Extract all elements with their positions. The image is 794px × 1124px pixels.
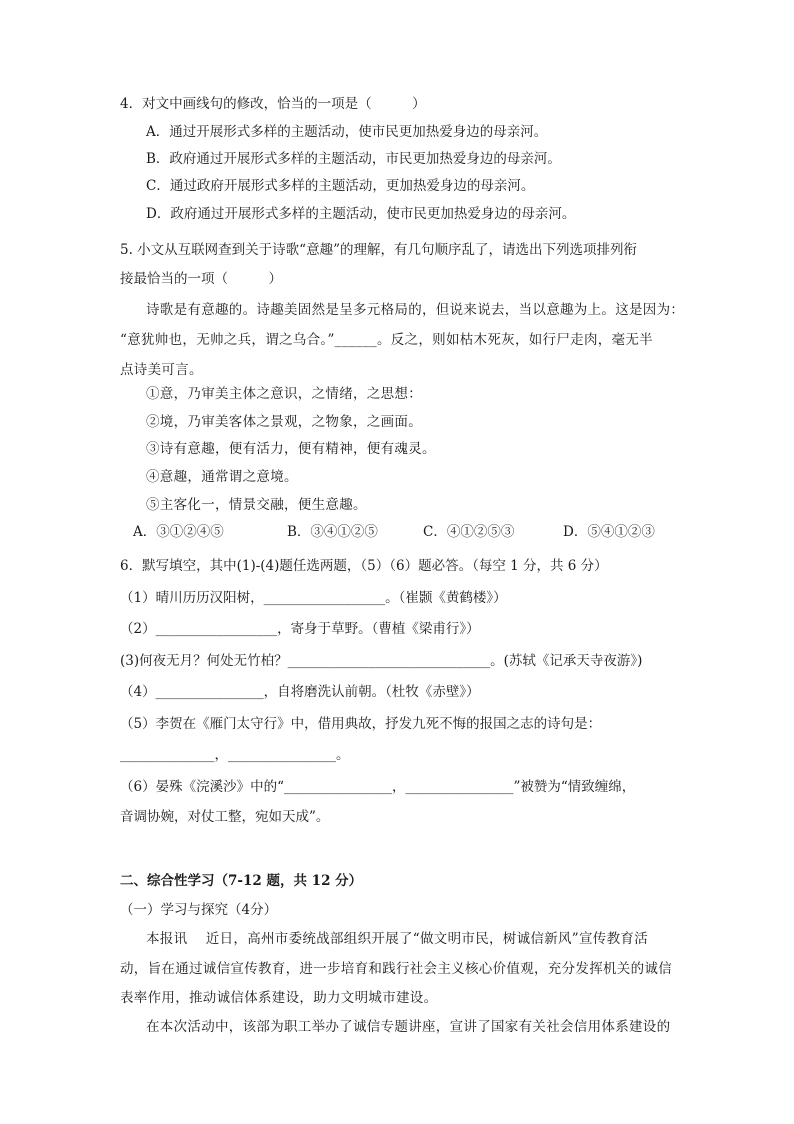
- section2-subheading: （一）学习与探究（4分）: [120, 902, 278, 918]
- q5-choice-d: D．⑤④①②③: [563, 524, 655, 540]
- q5-passage-line1: 诗歌是有意趣的。诗趣美固然是呈多元格局的，但说来说去，当以意趣为上。这是因为：: [146, 302, 685, 318]
- q5-choice-a: A．③①②④⑤: [133, 524, 224, 540]
- section2-para-line3: 表率作用，推动诚信体系建设，助力文明城市建设。: [120, 990, 438, 1006]
- section2-para-line1: 本报讯 近日，高州市委统战部组织开展了“做文明市民，树诚信新风”宣传教育活: [146, 931, 648, 947]
- q6-line-7: （6）晏殊《浣溪沙》中的“________________，________________”被赞为“情致缠绵，: [120, 779, 636, 795]
- q5-item-2: ②境，乃审美客体之景观，之物象，之画面。: [146, 414, 422, 430]
- q6-line-2: （2）__________________，寄身于草野。（曹植《梁甫行》）: [120, 621, 480, 637]
- section2-heading: 二、综合性学习（7-12 题，共 12 分）: [120, 873, 363, 889]
- q5-item-5: ⑤主客化一，情景交融，便生意趣。: [146, 497, 367, 513]
- q6-line-1: （1）晴川历历汉阳树，__________________。（崔颢《黄鹤楼》）: [120, 590, 507, 606]
- q6-stem: 6．默写填空，其中(1)-(4)题任选两题，（5）（6）题必答。（每空 1 分，共 6 分）: [120, 558, 608, 574]
- q5-stem-line1: 5. 小文从互联网查到关于诗歌“意趣”的理解，有几句顺序乱了，请选出下列选项排列衔: [120, 242, 637, 258]
- section2-para-line2: 动，旨在通过诚信宣传教育，进一步培育和践行社会主义核心价值观，充分发挥机关的诚信: [120, 961, 672, 977]
- q4-stem: 4．对文中画线句的修改，恰当的一项是（ ）: [120, 96, 426, 112]
- q5-passage-line2: “意犹帅也，无帅之兵，谓之乌合。”______。反之，则如枯木死灰，如行尸走肉，毫无半: [120, 332, 653, 348]
- q5-choice-b: B．③④①②⑤: [287, 524, 378, 540]
- q4-option-a: A．通过开展形式多样的主题活动，使市民更加热爱身边的母亲河。: [146, 124, 548, 140]
- q4-option-d: D．政府通过开展形式多样的主题活动，使市民更加热爱身边的母亲河。: [146, 206, 576, 222]
- q4-option-b: B．政府通过开展形式多样的主题活动，市民更加热爱身边的母亲河。: [146, 151, 561, 167]
- q5-item-4: ④意趣，通常谓之意境。: [146, 469, 298, 485]
- q6-line-8: 音调协婉，对仗工整，宛如天成”。: [120, 809, 330, 825]
- q5-passage-line3: 点诗美可言。: [120, 362, 203, 378]
- q6-line-6: ______________，________________。: [120, 747, 350, 763]
- q6-line-5: （5）李贺在《雁门太守行》中，借用典故，抒发九死不悔的报国之志的诗句是：: [120, 716, 602, 732]
- q5-item-1: ①意，乃审美主体之意识，之情绪，之思想：: [146, 386, 422, 402]
- q6-line-3: (3)何夜无月？何处无竹柏？______________________________。(苏轼《记承天寺夜游》): [120, 653, 643, 669]
- q6-line-4: （4）________________，自将磨洗认前朝。（杜牧《赤壁》）: [120, 684, 480, 700]
- q5-choice-c: C．④①②⑤③: [423, 524, 515, 540]
- q4-option-c: C．通过政府开展形式多样的主题活动，更加热爱身边的母亲河。: [146, 178, 535, 194]
- section2-para-line4: 在本次活动中，该部为职工举办了诚信专题讲座，宣讲了国家有关社会信用体系建设的: [146, 1019, 671, 1035]
- q5-stem-line2: 接最恰当的一项（ ）: [120, 271, 282, 287]
- q5-item-3: ③诗有意趣，便有活力，便有精神，便有魂灵。: [146, 441, 436, 457]
